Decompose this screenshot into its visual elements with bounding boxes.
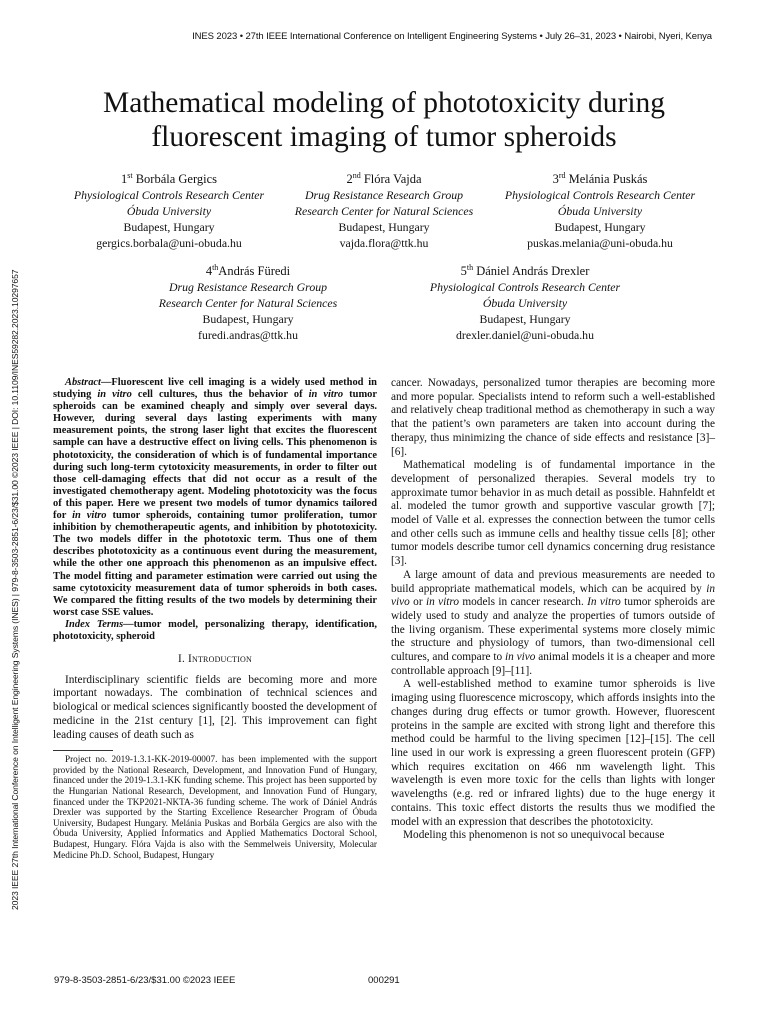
author-name: 5th Dániel András Drexler xyxy=(460,262,590,278)
author-city: Budapest, Hungary xyxy=(202,312,294,326)
author-organization: Research Center for Natural Sciences xyxy=(158,296,338,310)
author-department: Drug Resistance Research Group xyxy=(304,188,464,202)
footnote-rule xyxy=(53,750,113,751)
author-name: 4thAndrás Füredi xyxy=(205,262,291,278)
title-line-1: Mathematical modeling of phototoxicity during xyxy=(102,87,666,119)
footer-isbn: 979-8-3503-2851-6/23/$31.00 ©2023 IEEE xyxy=(54,975,236,986)
title-line-2: fluorescent imaging of tumor spheroids xyxy=(151,121,617,153)
index-terms: Index Terms—tumor model, personalizing therapy, identification, phototoxicity, spheroid xyxy=(53,618,377,642)
author-city: Budapest, Hungary xyxy=(123,220,215,234)
paragraph-data: A large amount of data and previous measurements are needed to build appropriate mathematical models, which can be acquired by in vivo or in vitro models in cancer research. In vitro tumor spheroids are widely used to study and analyze the properties of tumors outside of the living organism. These experimental systems more closely mimic the structure and physiology of tumors, than two-dimensional cell cultures, and compare to in vivo animal models it is a cheaper and more controllable approach [9]–[11]. xyxy=(391,568,715,677)
right-column xyxy=(391,377,715,843)
left-column xyxy=(53,377,377,860)
author-email: furedi.andras@ttk.hu xyxy=(198,328,298,342)
paragraph-modeling-phenomenon: Modeling this phenomenon is not so unequivocal because xyxy=(403,829,665,842)
paragraph-modeling: Mathematical modeling is of fundamental importance in the development of personalized therapies. Several models try to approximate tumor behavior in as much detail as possible. Hahnfeldt et al. modeled the tumor growth and supportive vascular growth [7]; model of Valle et al. expresses the connection between the tumor cells and other cells such as immune cells and healthy tissue cells [8]; other tumor models describe tumor cell dynamics concerning drug resistance [3]. xyxy=(391,459,715,568)
author-organization: Óbuda University xyxy=(126,204,212,218)
author-block-3 xyxy=(484,171,716,251)
paragraph-imaging: A well-established method to examine tumor spheroids is live imaging using fluorescence microscopy, which affords insights into the changes during drug effects or tumor growth. However, fluorescent proteins in the sample are excited with strong light and therefore this method could be harmful to the living specimen [12]–[15]. The cell line used in our work is expressing a green fluorescent protein (GFP) which requires excitation on 466 nm wavelength light. This wavelength is even more toxic for the cells than lights with longer wavelengths (e.g. red or infrared lights) due to the huge energy it contains. This toxic effect distorts the results thus we modified the model with an expression that describes the phototoxicity. xyxy=(391,678,715,828)
author-organization: Óbuda University xyxy=(557,204,643,218)
author-block-1 xyxy=(53,171,285,251)
author-name: 3rd Melánia Puskás xyxy=(552,170,648,186)
doi-margin-text: 2023 IEEE 27th International Conference on Intelligent Engineering Systems (INES) | 979-8-3503-2851-6/23/$31.00 ©2023 IEEE | DOI: 10.1109/INES59282.2023.10297657 xyxy=(10,269,20,910)
paper-title xyxy=(0,86,768,154)
author-department: Physiological Controls Research Center xyxy=(504,188,696,202)
funding-footnote: Project no. 2019-1.3.1-KK-2019-00007. has been implemented with the support provided by the National Research, Development, and Innovation Fund of Hungary, financed under the 2019-1.3.1-KK funding scheme. This project has been supported by the Hungarian National Research, Development, and Innovation Fund of Hungary, financed under the TKP2021-NKTA-36 funding scheme. The work of Dániel András Drexler was supported by the Starting Excellence Researcher Program of Óbuda University, Budapest Hungary. Melánia Puskas and Borbála Gergics are also with the Óbuda University, Applied Informatics and Applied Mathematics Doctoral School, Budapest, Hungary. Flóra Vajda is also with the Semmelweis University, Molecular Medicine Ph.D. School, Budapest, Hungary xyxy=(53,754,377,860)
abstract: Abstract—Fluorescent live cell imaging is a widely used method in studying in vitro cell cultures, thus the behavior of in vitro tumor spheroids can be examined cheaply and simply over several days. However, during several days lasting experiments with many measurement points, the strong laser light that excites the fluorescent sample can have a destructive effect on living cells. This phenomenon is phototoxicity, the consideration of which is of fundamental importance during such long-term cytotoxicity measurements, in order to filter out those cell-damaging effects that did not occur as a result of the investigated chemotherapy agent. Modeling phototoxicity was the focus of this paper. Here we present two models of tumor dynamics tailored for in vitro tumor spheroids, containing tumor proliferation, tumor inhibition by chemotherapeutic agents, and inhibition by phototoxicity. The two models differ in the phototoxic term. Thus one of them describes phototoxicity as a continuous event during the measurement, while the other one approach this phenomenon as an impulsive effect. The model fitting and parameter estimation were carried out using the same cytotoxicity measurement data of tumor spheroids in both cases. We compared the fitting results of the two models by determining their worst case SSE values. xyxy=(53,377,378,618)
author-name: 1st Borbála Gergics xyxy=(120,170,218,186)
author-organization: Óbuda University xyxy=(482,296,568,310)
intro-paragraph-1: Interdisciplinary scientific fields are becoming more and more important nowadays. The combination of technical sciences and biological or medical sciences significantly boosted the development of medicine in the 21st century [1], [2]. This improvement can fight leading causes of death such as xyxy=(53,673,377,741)
author-city: Budapest, Hungary xyxy=(338,220,430,234)
conference-header: INES 2023 • 27th IEEE International Conference on Intelligent Engineering Systems • July 26–31, 2023 • Nairobi, Nyeri, Kenya xyxy=(192,31,712,42)
page-number: 000291 xyxy=(368,975,400,986)
author-name: 2nd Flóra Vajda xyxy=(346,170,422,186)
author-department: Drug Resistance Research Group xyxy=(168,280,328,294)
author-email: puskas.melania@uni-obuda.hu xyxy=(527,236,673,250)
author-city: Budapest, Hungary xyxy=(479,312,571,326)
author-block-4 xyxy=(122,263,374,343)
paragraph-continued: cancer. Nowadays, personalized tumor therapies are becoming more and more popular. Specialists intend to reform such a well-established and relatively cheap traditional method as chemotherapy in such a way that the patient’s own parameters are taken into account during the therapy, thus minimizing the chance of side effects and resistance [3]–[6]. xyxy=(391,377,715,458)
author-email: drexler.daniel@uni-obuda.hu xyxy=(456,328,594,342)
author-department: Physiological Controls Research Center xyxy=(429,280,621,294)
author-organization: Research Center for Natural Sciences xyxy=(294,204,474,218)
author-block-2 xyxy=(270,171,498,251)
author-block-5 xyxy=(399,263,651,343)
author-department: Physiological Controls Research Center xyxy=(73,188,265,202)
section-heading-introduction: I. Introduction xyxy=(178,653,252,666)
author-email: gergics.borbala@uni-obuda.hu xyxy=(96,236,242,250)
author-email: vajda.flora@ttk.hu xyxy=(339,236,429,250)
author-city: Budapest, Hungary xyxy=(554,220,646,234)
